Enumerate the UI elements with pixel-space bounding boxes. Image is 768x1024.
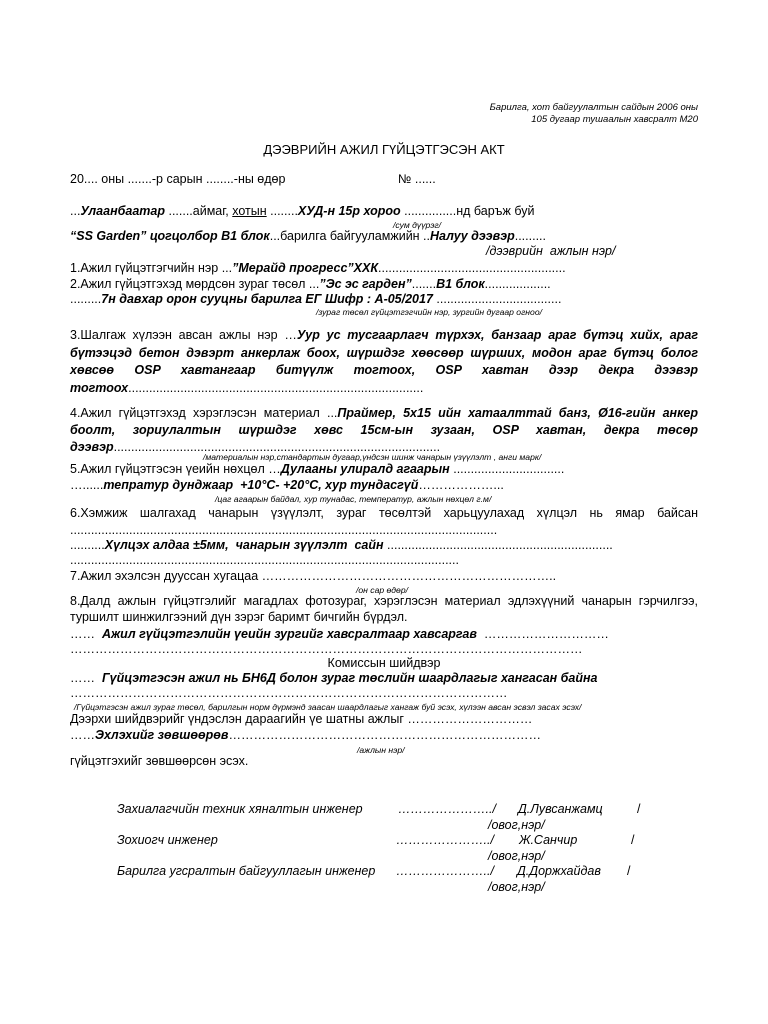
conditions: тепратур дунджаар +10°C- +20°C, хур тундасгүй [103,478,419,492]
decision-final: гүйцэтгэхийг зөвшөөрсөн эсэх. [70,754,249,768]
decision-allow: ……Эхлэхийг зөвшөөрөв………………………………………………………………… [70,728,541,742]
city: Улаанбаатар [80,204,165,218]
signature-3-note: /овог,нэр/ [488,880,545,894]
item-8-line-3: …………………………………………………………………………………………………………… [70,642,583,656]
decision-heading: Комиссын шийдвэр [327,656,441,670]
header-line-2: 105 дугаар тушаалын хавсралт М20 [531,114,698,125]
allow-value: Эхлэхийг зөвшөөрөв [95,728,229,742]
document-title: ДЭЭВРИЙН АЖИЛ ГҮЙЦЭТГЭСЭН АКТ [263,142,505,157]
decision-value: Гүйцэтгэсэн ажил нь БН6Д болон зураг төслийн шаардлагыг хангасан байна [101,671,598,685]
work-description: Уур ус тусгаарлагч түрхэх, банзаар араг бүтэц хийх, араг бүтээцэд бетон дэвэрт анкерлаж боох, шүршдэг хөөсөөр шүрших, модон араг бүтэц болог хөвсөө OSP хавтангаар битүүлж тогтоох, OSP хавтан дээр декра дээвэр тогтоох [70,328,698,395]
tolerance: Хүлцэх алдаа ±5мм, чанарын зүүлэлт сайн [104,538,384,552]
signature-1-end: / [637,802,641,816]
signature-1-note: /овог,нэр/ [488,818,545,832]
item-2: 2.Ажил гүйцэтгэхэд мөрдсөн зураг төсөл ...”Эс эс гарден”.......В1 блок................... [70,277,551,291]
item-6: 6.Хэмжиж шалгахад чанарын үзүүлэлт, зураг төсөлтэй харьцуулахад хүлцэл нь ямар байсан ........................................................................................................................... [70,506,698,537]
decision-note: /Гүйцэтгэсэн ажил зураг төсөл, барилгын норм дүрмэнд заасан шаардлагыг хангаж буй эсэх, хүлээн авсан эсвэл засах эсэх/ [74,702,582,712]
signature-1-role: Захиалагчийн техник хяналтын инженер [117,802,363,816]
item-6-line-2: ..........Хүлцэх алдаа ±5мм, чанарын зүүлэлт сайн ................................................................. [70,538,613,552]
roof-type: Налуу дээвэр [430,229,515,243]
item-5: 5.Ажил гүйцэтгэсэн үеийн нөхцөл …Дулааны улиралд агаарын ................................ [70,462,565,476]
building-line: “SS Garden” цогцолбор В1 блок...барилга байгууламжийн ..Налуу дээвэр......... [70,229,546,243]
building-name: “SS Garden” цогцолбор В1 блок [70,229,270,243]
item-2-line-2: .........7н давхар орон сууцны барилга ЕГ Шифр : А-05/2017 .................................... [70,292,562,306]
signature-3-role: Барилга угсрaлтын байгууллагын инженер [117,864,376,878]
item-5-line-2: …......тепратур дунджаар +10°C- +20°C, хур тундасгүй………………... [70,478,504,492]
item-6-line-3: ................................................................................................................ [70,553,459,567]
signature-2-name: Ж.Санчир [519,833,578,847]
item-3: 3.Шалгаж хүлээн авсан ажлы нэр …Уур ус тусгаарлагч түрхэх, банзаар араг бүтэц хийх, араг бүтээцэд бетон дэвэрт анкерлаж боох, шүршдэг хөөсөөр шүрших, модон араг бүтэц болог хөвсөө OSP хавтангаар битүүлж тогтоох, OSP хавтан дээр декра дээвэр тогтоох..................................................................................... [70,328,698,395]
item-8-line-2: …… Ажил гүйцэтгэлийн үеийн зургийг хавсралтаар хавсаргав ………………………… [70,627,609,641]
decision-dots: …………………………………………………………………………………………… [70,686,508,700]
decision-line: …… Гүйцэтгэсэн ажил нь БН6Д болон зураг төслийн шаардлагыг хангасан байна [70,671,598,685]
signature-3-name: Д.Доржхайдав [517,864,601,878]
contractor-name: ”Мерайд прогресс”ХХК [232,261,379,275]
item-4-note: /материалын нэр,стандартын дугаар,үндсэн шинж чанарын үзүүлэлт , анги марк/ [203,452,542,462]
item-8: 8.Далд ажлын гүйцэтгэлийг магадлах фотозураг, хэрэглэсэн материал эдлэхүүний чанарын гэрчилгээ, туршилт шинжилгээний дүн зэрэг баримт бичгийн бүрдэл. [70,594,698,624]
location-line: ...Улаанбаатар .......аймаг, хотын ........ХУД-н 15р хороо ...............нд баръж буй [70,204,535,218]
signature-3-dots: …………………../ [396,864,494,878]
attachments: Ажил гүйцэтгэлийн үеийн зургийг хавсралтаар хавсаргав [101,627,477,641]
signature-2-role: Зохиогч инженер [117,833,218,847]
signature-2-note: /овог,нэр/ [488,849,545,863]
signature-1-name: Д.Лувсанжамц [518,802,603,816]
decision-next: Дээрхи шийдвэрийг үндэслэн дараагийн үе шатны ажлыг ………………………… [70,712,533,726]
item-1: 1.Ажил гүйцэтгэгчийн нэр ...”Мерайд прогресс”ХХК...................................................... [70,261,566,275]
materials: Праймер, 5х15 ийн хатаалттай банз, Ø16-гийн анкер боолт, зориулалтын шүршдэг хөвс 15см-ын зузаан, OSP хавтан, декра төсөр дээвэр [70,406,698,454]
item-7: 7.Ажил эхэлсэн дууссан хугацаа …………………………………………………………….. [70,569,557,583]
item-5-note: /цаг агаарын байдал, хур тунадас, температур, ажлын нөхцөл г.м/ [215,494,492,504]
project-code: 7н давхар орон сууцны барилга ЕГ Шифр : А-05/2017 [101,292,433,306]
signature-1-dots: …………………../ [398,802,496,816]
date-field: 20.... оны .......-р сарын ........-ны өдөр [70,172,286,186]
item-2-note: /зураг төсөл гүйцэтгэгчийн нэр, зургийн дугаар огноо/ [316,307,542,317]
item-4: 4.Ажил гүйцэтгэхэд хэрэглэсэн материал ...Праймер, 5х15 ийн хатаалттай банз, Ø16-гийн анкер боолт, зориулалтын шүршдэг хөвс 15см-ын зузаан, OSP хавтан, декра төсөр дээвэр.............................................................................................. [70,406,698,454]
district: ХУД-н 15р хороо [297,204,401,218]
item-7-note: /он сар өдөр/ [356,585,409,595]
act-number: № ...... [398,172,436,186]
signature-2-end: / [631,833,635,847]
header-line-1: Барилга, хот байгуулалтын сайдын 2006 оны [489,102,698,113]
signature-2-dots: …………………../ [396,833,494,847]
district-note: /сум дүүрэг/ [393,220,442,230]
allow-note: /ажлын нэр/ [357,745,405,755]
roof-name-note: /дээврийн ажлын нэр/ [486,244,616,258]
signature-3-end: / [627,864,631,878]
